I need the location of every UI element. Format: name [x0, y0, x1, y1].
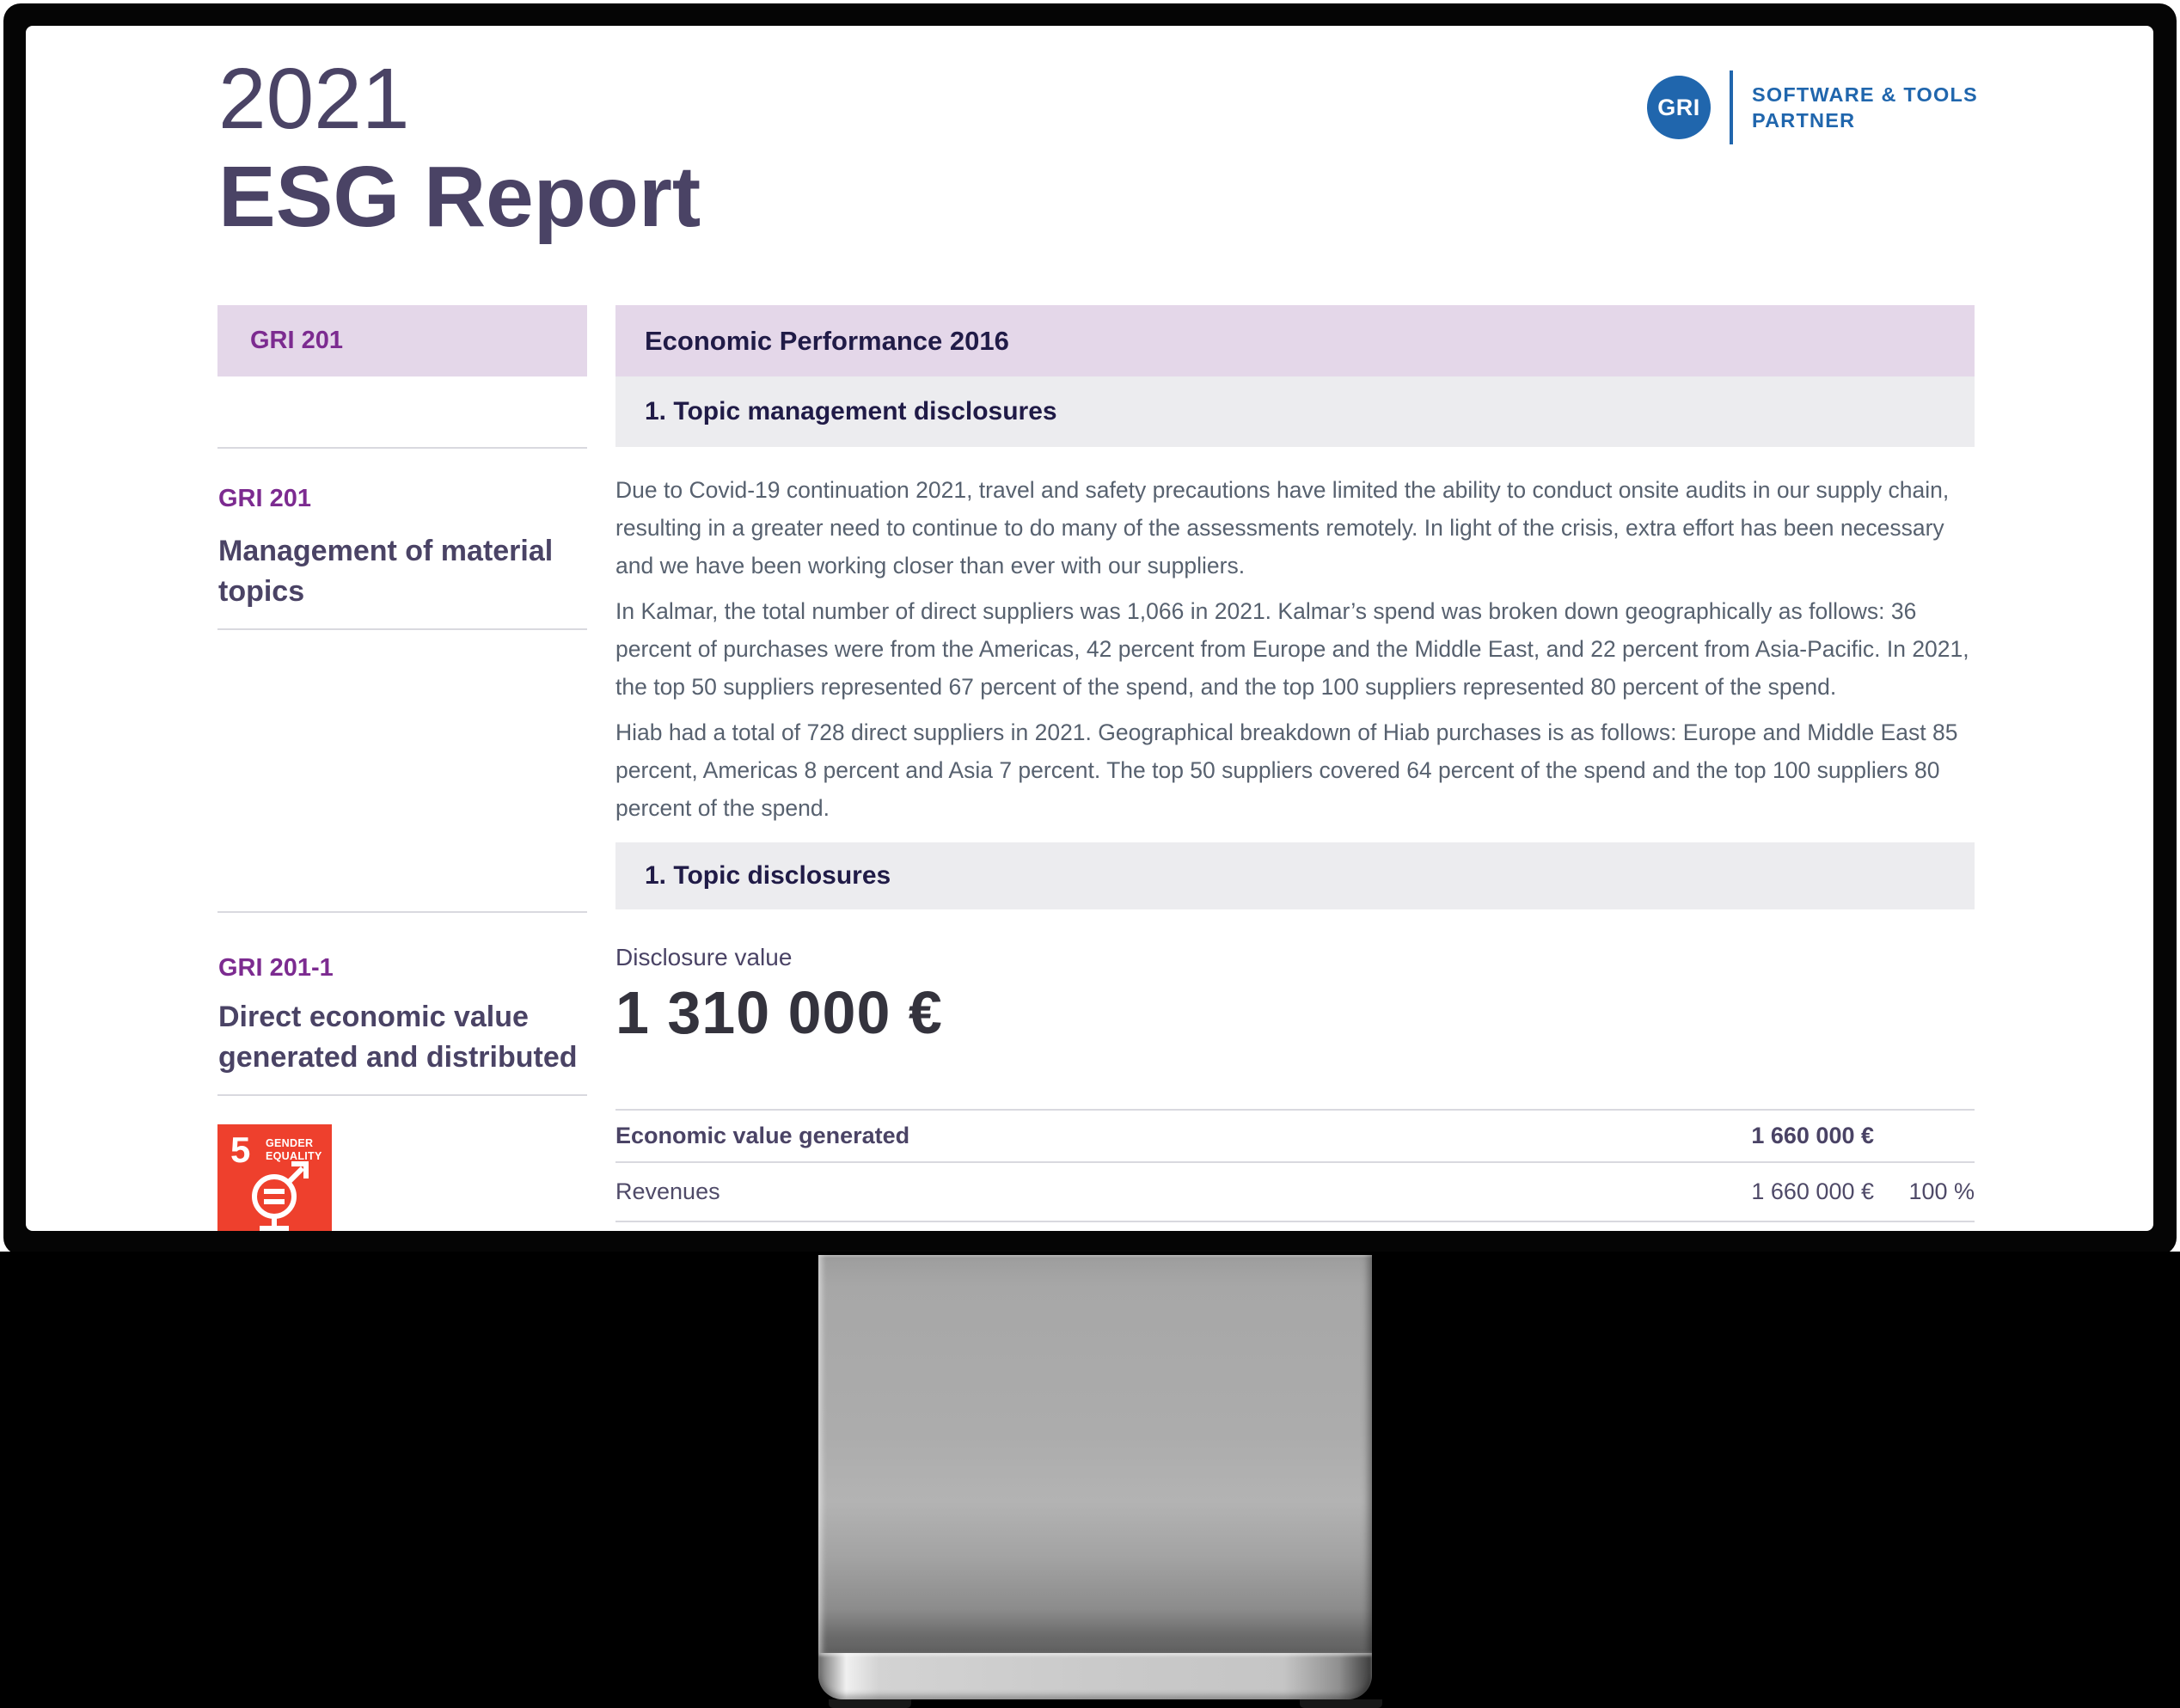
logo-text-line2: PARTNER: [1752, 109, 1856, 132]
sidebar-divider: [217, 911, 587, 913]
table-cell-value: 1 660 000 €: [1751, 1178, 1874, 1204]
table-header-label: Economic value generated: [615, 1123, 910, 1148]
sdg-5-gender-equality-icon: [217, 1124, 332, 1231]
stand-foot-pad: [829, 1699, 911, 1708]
sidebar-item-gri-201[interactable]: [217, 305, 587, 376]
gri-code-201-1: GRI 201-1: [218, 954, 334, 982]
logo-text-line1: SOFTWARE & TOOLS: [1752, 83, 1978, 106]
section-bar-topic-management-disclosures: [615, 376, 1975, 447]
sidebar-divider: [217, 628, 587, 630]
disclosure-value-label: Disclosure value: [615, 944, 793, 970]
topic-header-label: Economic Performance 2016: [645, 325, 1009, 356]
gender-equality-symbol: [217, 1124, 332, 1231]
table-cell-label: Revenues: [615, 1178, 720, 1204]
economic-value-table: [615, 1109, 1975, 1222]
gri-partner-logo: [1647, 70, 1978, 144]
sdg-number: 5: [230, 1129, 251, 1170]
table-row: [615, 1163, 1975, 1222]
disclosure-text: [615, 471, 1975, 835]
monitor-stand-neck: [818, 1255, 1372, 1653]
report-header: [218, 50, 701, 246]
section-title-management: Management of material topics: [218, 535, 554, 608]
table-header-value: 1 660 000 €: [1751, 1123, 1874, 1148]
disclosure-value: 1 310 000 €: [615, 979, 943, 1046]
logo-divider: [1730, 70, 1733, 144]
topic-header-bar: [615, 305, 1975, 376]
sidebar-item-label: GRI 201: [250, 327, 343, 354]
sidebar-divider: [217, 1094, 587, 1096]
monitor-bezel: [3, 3, 2177, 1255]
gri-logo-icon: GRI: [1647, 76, 1711, 139]
sidebar-divider: [217, 447, 587, 449]
stand-foot-pad: [1300, 1699, 1382, 1708]
monitor-stand-foot: [818, 1653, 1372, 1699]
sdg-label-line2: EQUALITY: [266, 1150, 322, 1162]
section-title-direct-economic-value: Direct economic value generated and distributed: [218, 1001, 578, 1074]
report-year: 2021: [218, 51, 410, 147]
screen: [26, 26, 2153, 1231]
section-bar-topic-disclosures: [615, 842, 1975, 909]
table-header-row: [615, 1111, 1975, 1163]
paragraph-2: In Kalmar, the total number of direct suppliers was 1,066 in 2021. Kalmar’s spend was broken down geographically as follows: 36 percent of purchases were from the Americas, 42 percent from Europe and the Middle East, and 22 percent from Asia-Pacific. In 2021, the top 50 suppliers represented 67 percent of the spend, and the top 100 suppliers represented 80 percent of the spend.: [615, 598, 1969, 700]
table-cell-pct: 100 %: [1908, 1178, 1975, 1204]
sdg-label-line1: GENDER: [266, 1137, 314, 1149]
section-bar-label: 1. Topic management disclosures: [645, 397, 1057, 425]
paragraph-3: Hiab had a total of 728 direct suppliers in 2021. Geographical breakdown of Hiab purchases is as follows: Europe and Middle East 85 percent, Americas 8 percent and Asia 7 percent. The top 50 suppliers covered 64 percent of the spend and the top 100 suppliers 80 percent of the spend.: [615, 719, 1958, 821]
paragraph-1: Due to Covid-19 continuation 2021, travel and safety precautions have limited the ability to conduct onsite audits in our supply chain, resulting in a greater need to continue to do many of the assessments remotely. In light of the crisis, extra effort has been necessary and we have been working closer than ever with our suppliers.: [615, 477, 1950, 579]
gri-code-201: GRI 201: [218, 485, 311, 512]
logo-text: [1752, 82, 1978, 133]
section-bar-label: 1. Topic disclosures: [645, 861, 891, 890]
page-title: ESG Report: [218, 149, 701, 245]
